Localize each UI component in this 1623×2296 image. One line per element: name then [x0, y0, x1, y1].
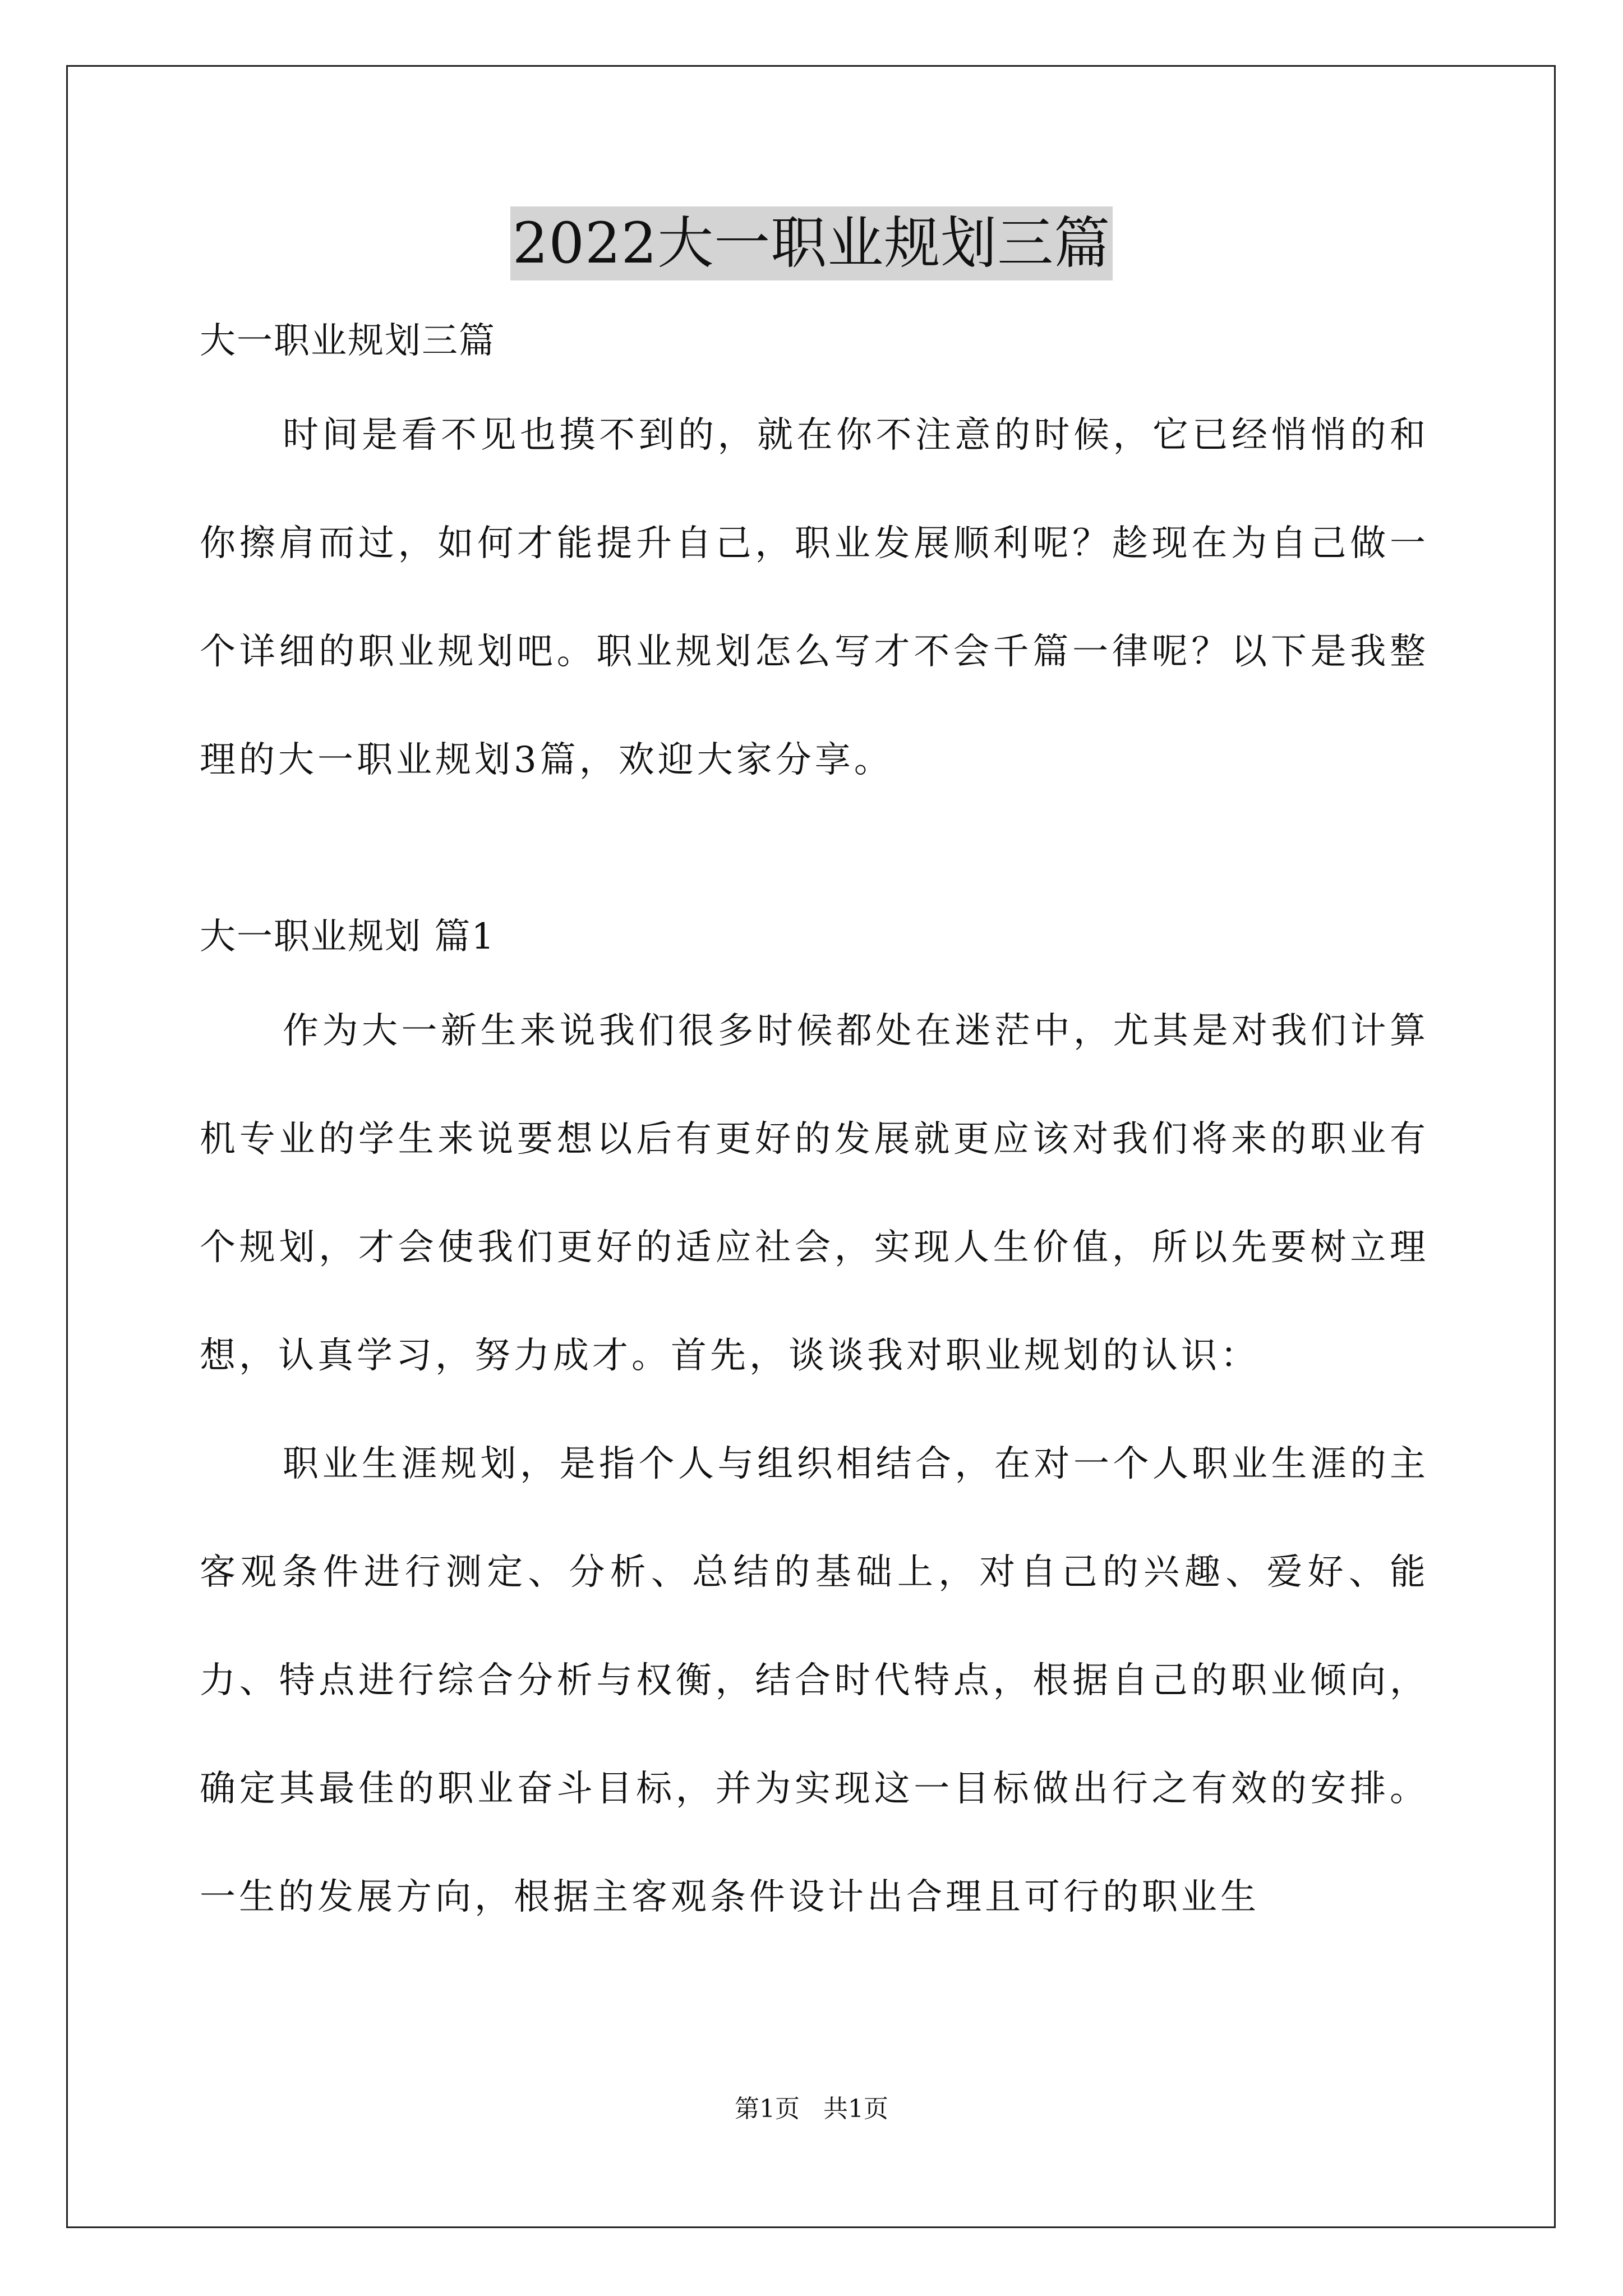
section-heading: 大一职业规划 篇1	[200, 916, 496, 958]
body-paragraph: 作为大一新生来说我们很多时候都处在迷茫中，尤其是对我们计算机专业的学生来说要想以后有更好的发展就更应该对我们将来的职业有个规划，才会使我们更好的适应社会，实现人生价值，所以先要树立理想，认真学习，努力成才。首先，谈谈我对职业规划的认识：	[200, 1010, 1429, 1377]
document-title: 2022大一职业规划三篇	[510, 206, 1113, 280]
document-body	[200, 314, 1429, 1952]
body-paragraph: 职业生涯规划，是指个人与组织相结合，在对一个人职业生涯的主客观条件进行测定、分析、总结的基础上，对自己的兴趣、爱好、能力、特点进行综合分析与权衡，结合时代特点，根据自己的职业倾向，确定其最佳的职业奋斗目标，并为实现这一目标做出行之有效的安排。一生的发展方向，根据主客观条件设计出合理且可行的职业生	[200, 1443, 1429, 1918]
title-block	[0, 206, 1623, 280]
document-subtitle: 大一职业规划三篇	[200, 320, 496, 362]
page-footer: 第1页 共1页	[735, 2095, 888, 2123]
intro-paragraph: 时间是看不见也摸不到的，就在你不注意的时候，它已经悄悄的和你擦肩而过，如何才能提升自己，职业发展顺利呢？趁现在为自己做一个详细的职业规划吧。职业规划怎么写才不会千篇一律呢？以下是我整理的大一职业规划3篇，欢迎大家分享。	[200, 415, 1429, 781]
